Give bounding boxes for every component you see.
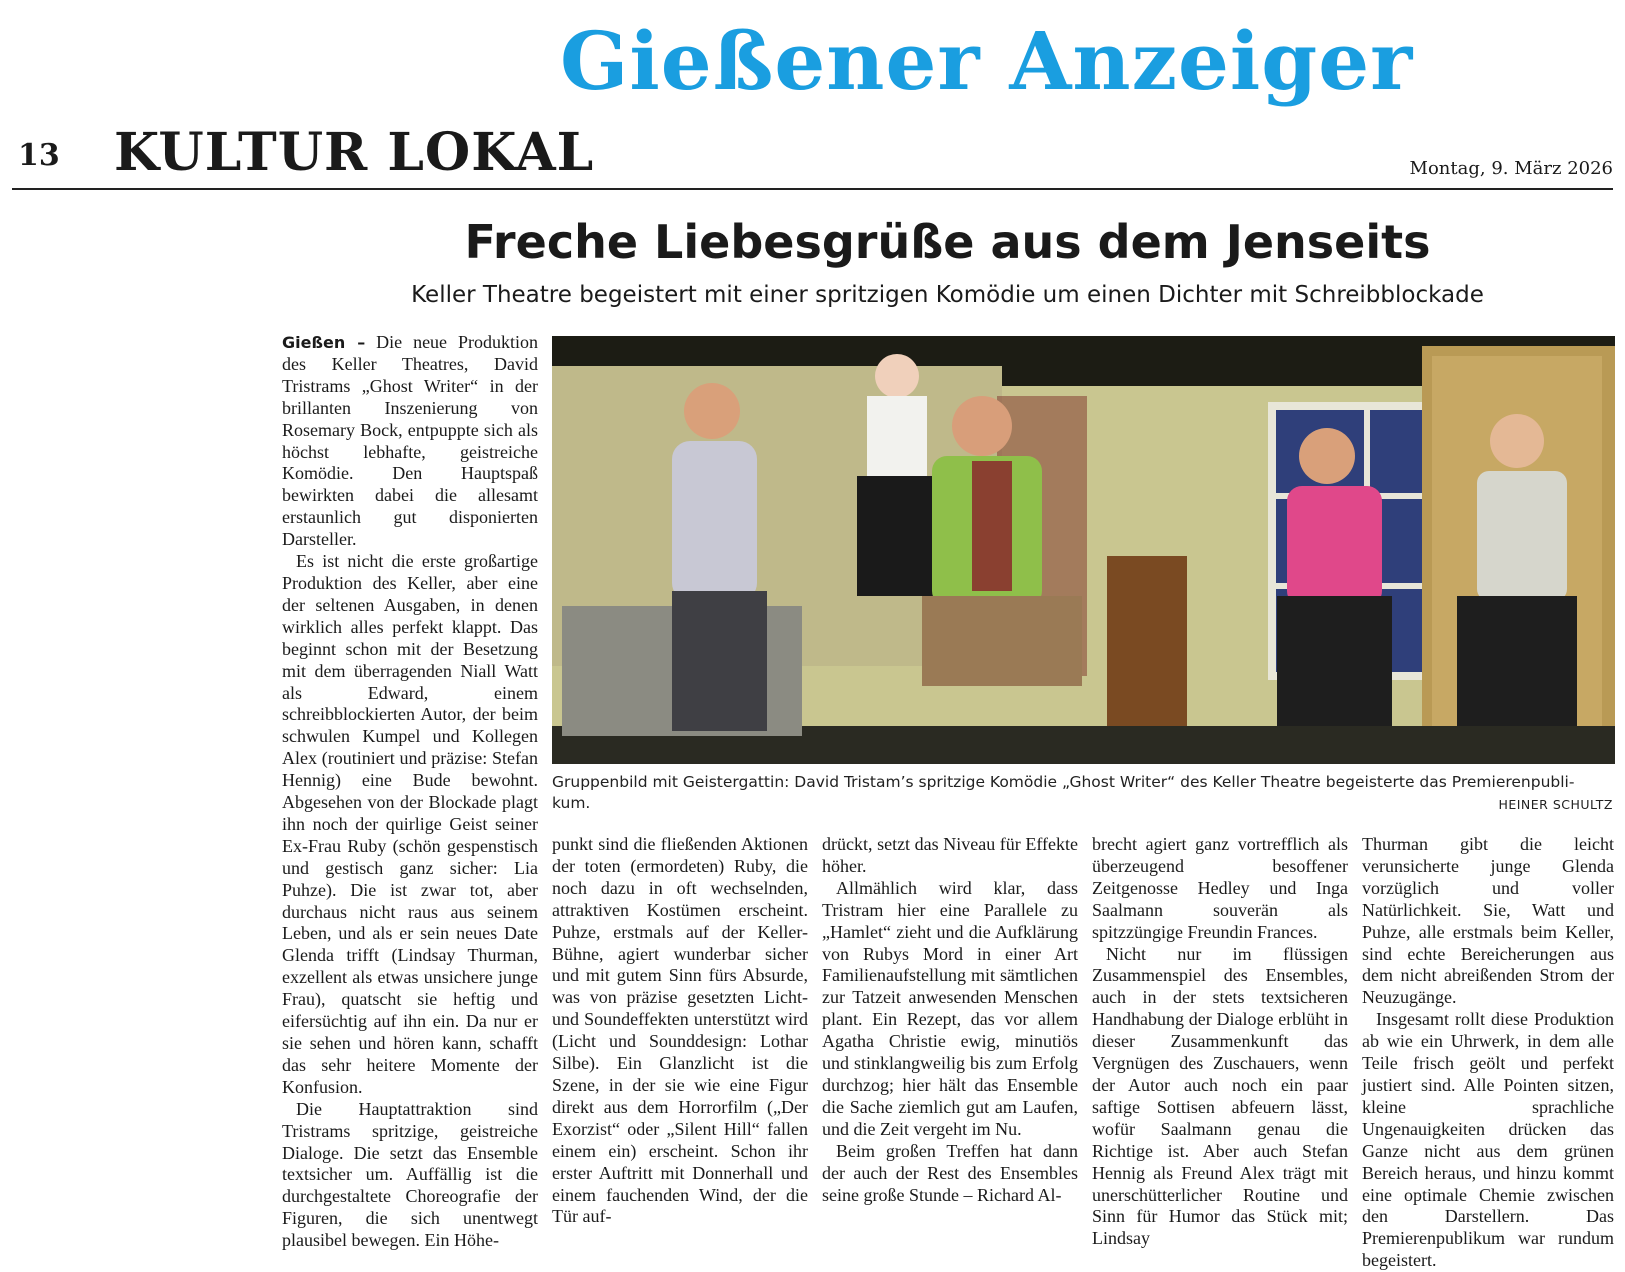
article-column-2 [552,834,808,1228]
article-column-3 [822,834,1078,1206]
issue-date: Montag, 9. März 2026 [1409,158,1613,179]
header-rule [12,188,1613,190]
caption-line: kum. [552,794,591,812]
article-photo [552,336,1615,764]
paragraph: brecht agiert ganz vortrefflich als überzeugend besoffener Zeitgenosse Hedley und Inga Saalmann souverän als spitzzüngige Freundin Frances. [1092,834,1348,942]
section-title: KULTUR LOKAL [114,122,595,183]
stage-photo-illustration [552,336,1615,764]
paragraph: punkt sind die fließenden Aktionen der toten (ermordeten) Ruby, die noch dazu in oft wechselnden, attraktiven Kostümen erscheint. Puhze, erstmals auf der Keller-Bühne, agiert wunderbar sicher und mit gutem Sinn fürs Absurde, was von präzise gesetzten Licht- und Soundeffekten unterstützt wird (Licht und Sounddesign: Lothar Silbe). Ein Glanzlicht ist die Szene, in der sie wie eine Figur direkt aus dem Horrorfilm („Der Exorzist“ oder „Silent Hill“ fallen einem ein) erscheint. Schon ihr erster Auftritt mit Donnerhall und einem fauchenden Wind, der die Tür auf- [552,834,808,1227]
photo-credit: HEINER SCHULTZ [1498,797,1613,812]
paragraph-text: Die neue Produktion des Keller Theatres, David Tristrams „Ghost Writer“ in der brillanten Inszenierung von Rosemary Bock, entpuppte sich als höchst lebhafte, geistreiche Komödie. Den Hauptspaß bewirkten dabei die allesamt erstaunlich gut disponierten Darsteller. [282,332,538,550]
photo-caption [552,772,1615,814]
article-column-5 [1362,834,1614,1272]
paragraph: drückt, setzt das Niveau für Effekte höher. [822,834,1078,876]
article-subhead: Keller Theatre begeistert mit einer spritzigen Komödie um einen Dichter mit Schreibblockade [411,282,1484,308]
masthead: Gießener Anzeiger [560,14,1414,108]
caption-line: Gruppenbild mit Geistergattin: David Tristam’s spritzige Komödie „Ghost Writer“ des Keller Theatre begeisterte das Premierenpubli- [552,773,1575,791]
article-column-1 [282,332,538,1252]
article-headline: Freche Liebesgrüße aus dem Jenseits [464,215,1431,269]
paragraph: Insgesamt rollt diese Produktion ab wie ein Uhrwerk, in dem alle Teile frisch geölt und perfekt justiert sind. Alle Pointen sitzen, kleine sprachliche Ungenauigkeiten drücken das Ganze nicht aus dem grünen Bereich heraus, und hinzu kommt eine optimale Chemie zwischen den Darstellern. Das Premierenpublikum war rundum begeistert. [1362,1009,1614,1271]
paragraph: Die Hauptattraktion sind Tristrams spritzige, geistreiche Dialoge. Die setzt das Ensemble textsicher um. Auffällig ist die durchgestaltete Choreografie der Figuren, die sich unentwegt plausibel bewegen. Ein Höhe- [282,1098,538,1251]
paragraph: Allmählich wird klar, dass Tristram hier eine Parallele zu „Hamlet“ zieht und die Aufklärung von Rubys Mord in einer Art Familienaufstellung mit sämtlichen zur Tatzeit anwesenden Menschen plant. Ein Rezept, das vor allem Agatha Christie ewig, minutiös und stinklangweilig bis zum Erfolg durchzog; hier hält das Ensemble die Sache ziemlich gut am Laufen, und die Zeit vergeht im Nu. [822,877,1078,1139]
page-number: 13 [18,138,60,173]
dateline: Gießen – [282,333,366,352]
paragraph: Beim großen Treffen hat dann der auch der Rest des Ensembles seine große Stunde – Richard Al- [822,1140,1078,1205]
paragraph [282,332,538,551]
paragraph: Nicht nur im flüssigen Zusammenspiel des Ensembles, auch in der stets textsicheren Handhabung der Dialoge erblüht in dieser Zusammenkunft das Vergnügen des Zuschauers, wenn der Autor auch noch ein paar saftige Sottisen abfeuern lässt, wofür Saalmann genau die Richtige ist. Aber auch Stefan Hennig als Freund Alex trägt mit unerschütterlicher Routine und Sinn für Humor das Stück mit; Lindsay [1092,943,1348,1249]
paragraph: Es ist nicht die erste großartige Produktion des Keller, aber eine der seltenen Ausgaben, in denen wirklich alles perfekt klappt. Das beginnt schon mit der Besetzung mit dem überragenden Niall Watt als Edward, einem schreibblockierten Autor, der beim schwulen Kumpel und Kollegen Alex (routiniert und präzise: Stefan Hennig) eine Bude bewohnt. Abgesehen von der Blockade plagt ihn noch der quirlige Geist seiner Ex-Frau Ruby (schön gespenstisch und gestisch ganz sicher: Lia Puhze). Die ist zwar tot, aber durchaus nicht raus aus seinem Leben, und als er sein neues Date Glenda trifft (Lindsay Thurman, exzellent als etwas unsichere junge Frau), quatscht sie heftig und eifersüchtig auf ihn ein. Da nur er sie sehen und hören kann, schafft das sehr heitere Momente der Konfusion. [282,551,538,1097]
article-column-4 [1092,834,1348,1250]
paragraph: Thurman gibt die leicht verunsicherte junge Glenda vorzüglich und voller Natürlichkeit. Sie, Watt und Puhze, alle erstmals beim Keller, sind echte Bereicherungen aus dem nicht abreißenden Strom der Neuzugänge. [1362,834,1614,1008]
